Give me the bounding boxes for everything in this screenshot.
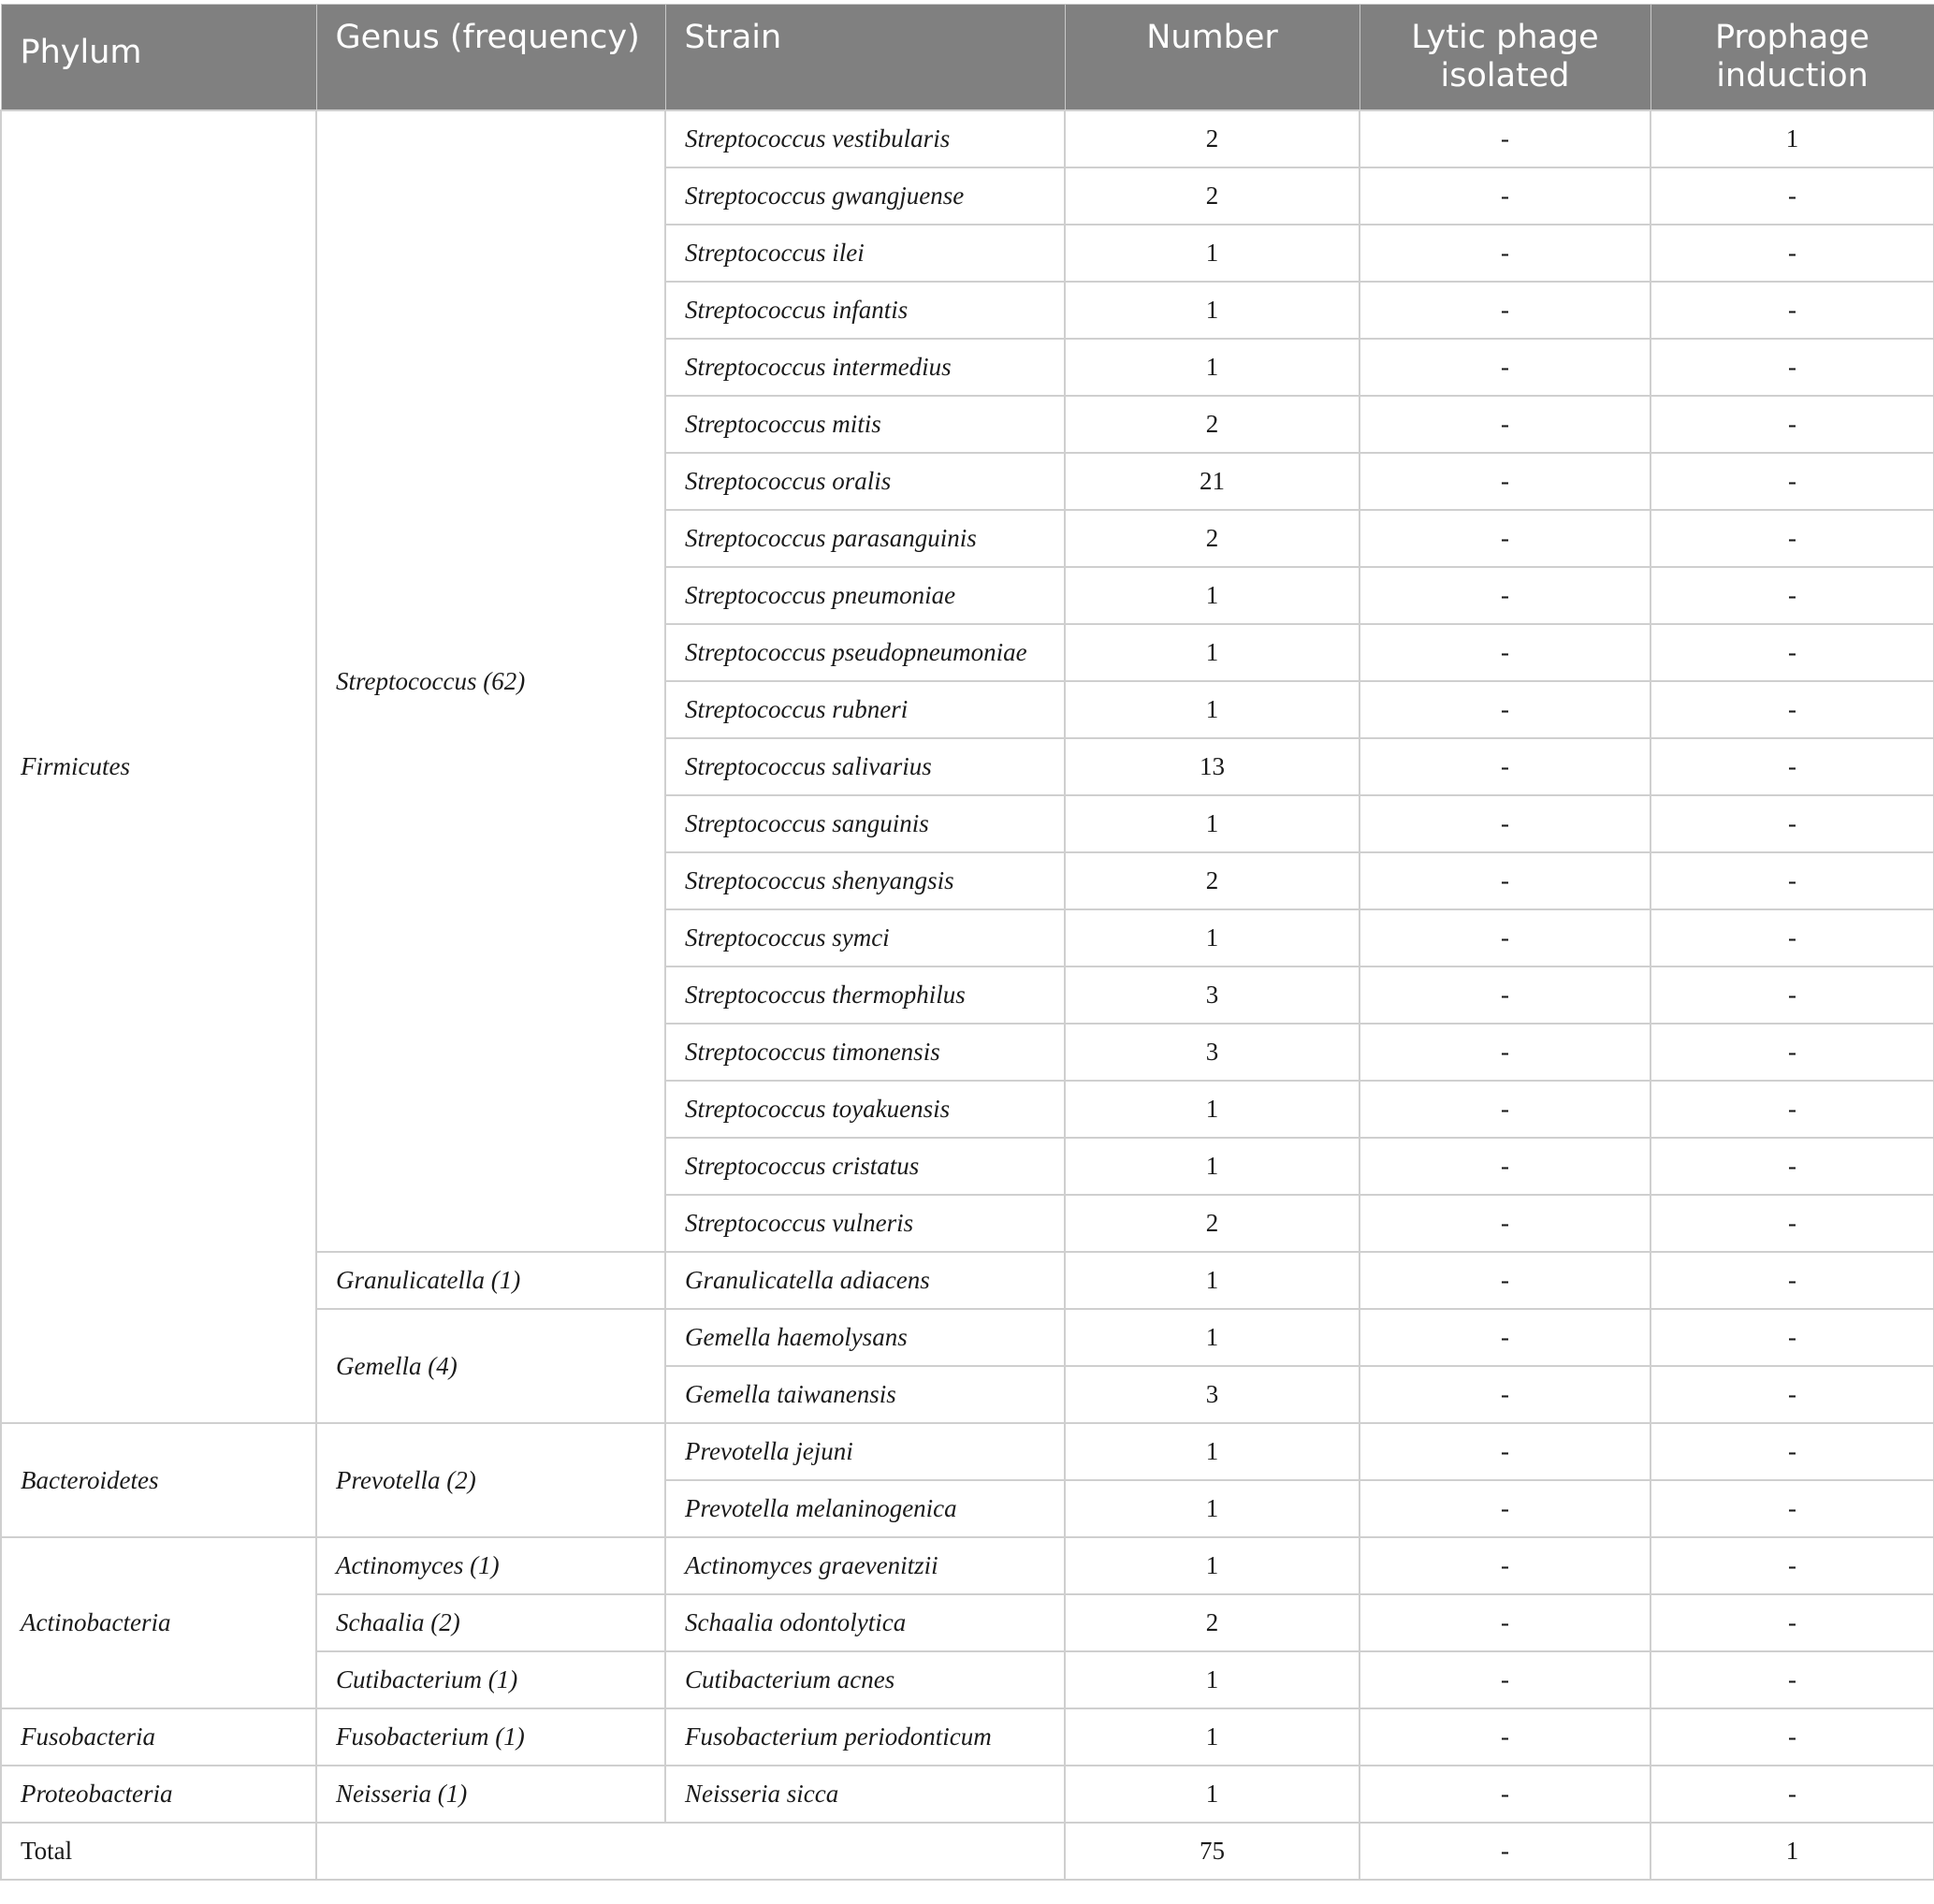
prophage-cell: 1: [1650, 110, 1934, 167]
prophage-cell: -: [1650, 738, 1934, 795]
prophage-cell: -: [1650, 167, 1934, 225]
number-cell: 1: [1065, 225, 1360, 282]
prophage-cell: -: [1650, 453, 1934, 510]
genus-cell: Schaalia (2): [316, 1594, 665, 1651]
header-phylum: Phylum: [1, 5, 316, 111]
number-cell: 21: [1065, 453, 1360, 510]
strain-cell: Streptococcus intermedius: [665, 339, 1065, 396]
number-cell: 1: [1065, 1252, 1360, 1309]
strain-cell: Streptococcus thermophilus: [665, 967, 1065, 1024]
number-cell: 2: [1065, 1195, 1360, 1252]
lytic-cell: -: [1360, 510, 1650, 567]
strain-cell: Granulicatella adiacens: [665, 1252, 1065, 1309]
strain-cell: Streptococcus sanguinis: [665, 795, 1065, 852]
strain-cell: Fusobacterium periodonticum: [665, 1708, 1065, 1766]
total-prophage: 1: [1650, 1823, 1934, 1880]
genus-cell: Actinomyces (1): [316, 1537, 665, 1594]
prophage-cell: -: [1650, 1366, 1934, 1423]
strain-cell: Streptococcus salivarius: [665, 738, 1065, 795]
number-cell: 1: [1065, 909, 1360, 967]
lytic-cell: -: [1360, 1537, 1650, 1594]
prophage-cell: -: [1650, 1594, 1934, 1651]
header-genus: Genus (frequency): [316, 5, 665, 111]
total-row: [1, 1823, 1934, 1880]
prophage-cell: -: [1650, 1195, 1934, 1252]
number-cell: 3: [1065, 1024, 1360, 1081]
number-cell: 1: [1065, 1708, 1360, 1766]
strain-cell: Actinomyces graevenitzii: [665, 1537, 1065, 1594]
strain-cell: Streptococcus symci: [665, 909, 1065, 967]
number-cell: 1: [1065, 282, 1360, 339]
lytic-cell: -: [1360, 1024, 1650, 1081]
number-cell: 1: [1065, 1651, 1360, 1708]
lytic-cell: -: [1360, 1252, 1650, 1309]
lytic-cell: -: [1360, 852, 1650, 909]
genus-cell: Granulicatella (1): [316, 1252, 665, 1309]
genus-cell: Streptococcus (62): [316, 110, 665, 1252]
genus-cell: Prevotella (2): [316, 1423, 665, 1537]
total-label: Total: [1, 1823, 316, 1880]
number-cell: 2: [1065, 510, 1360, 567]
table-row: [1, 1423, 1934, 1480]
genus-cell: Neisseria (1): [316, 1766, 665, 1823]
lytic-cell: -: [1360, 1594, 1650, 1651]
strain-cell: Streptococcus parasanguinis: [665, 510, 1065, 567]
table-row: [1, 1537, 1934, 1594]
phylum-cell: Actinobacteria: [1, 1537, 316, 1708]
prophage-cell: -: [1650, 624, 1934, 681]
total-number: 75: [1065, 1823, 1360, 1880]
strain-cell: Streptococcus mitis: [665, 396, 1065, 453]
lytic-cell: -: [1360, 396, 1650, 453]
genus-cell: Gemella (4): [316, 1309, 665, 1423]
phylum-cell: Bacteroidetes: [1, 1423, 316, 1537]
number-cell: 1: [1065, 681, 1360, 738]
total-blank: [316, 1823, 1065, 1880]
prophage-cell: -: [1650, 567, 1934, 624]
prophage-cell: -: [1650, 1309, 1934, 1366]
prophage-cell: -: [1650, 909, 1934, 967]
lytic-cell: -: [1360, 1309, 1650, 1366]
table-row: [1, 110, 1934, 167]
table-body: [1, 110, 1934, 1880]
number-cell: 3: [1065, 967, 1360, 1024]
prophage-cell: -: [1650, 1708, 1934, 1766]
prophage-cell: -: [1650, 396, 1934, 453]
total-lytic: -: [1360, 1823, 1650, 1880]
number-cell: 2: [1065, 110, 1360, 167]
lytic-cell: -: [1360, 624, 1650, 681]
prophage-cell: -: [1650, 282, 1934, 339]
lytic-cell: -: [1360, 1138, 1650, 1195]
prophage-cell: -: [1650, 1252, 1934, 1309]
prophage-cell: -: [1650, 1024, 1934, 1081]
lytic-cell: -: [1360, 738, 1650, 795]
strain-cell: Prevotella melaninogenica: [665, 1480, 1065, 1537]
prophage-cell: -: [1650, 1766, 1934, 1823]
number-cell: 1: [1065, 339, 1360, 396]
strain-cell: Streptococcus shenyangsis: [665, 852, 1065, 909]
number-cell: 2: [1065, 167, 1360, 225]
strain-cell: Streptococcus rubneri: [665, 681, 1065, 738]
number-cell: 1: [1065, 624, 1360, 681]
strain-cell: Streptococcus vulneris: [665, 1195, 1065, 1252]
header-row: [1, 5, 1934, 111]
lytic-cell: -: [1360, 909, 1650, 967]
lytic-cell: -: [1360, 339, 1650, 396]
genus-cell: Cutibacterium (1): [316, 1651, 665, 1708]
strain-cell: Streptococcus oralis: [665, 453, 1065, 510]
genus-cell: Fusobacterium (1): [316, 1708, 665, 1766]
strain-cell: Streptococcus infantis: [665, 282, 1065, 339]
number-cell: 1: [1065, 1309, 1360, 1366]
lytic-cell: -: [1360, 282, 1650, 339]
strain-cell: Gemella taiwanensis: [665, 1366, 1065, 1423]
prophage-cell: -: [1650, 1423, 1934, 1480]
lytic-cell: -: [1360, 967, 1650, 1024]
prophage-cell: -: [1650, 339, 1934, 396]
number-cell: 1: [1065, 1766, 1360, 1823]
strain-cell: Streptococcus gwangjuense: [665, 167, 1065, 225]
prophage-cell: -: [1650, 852, 1934, 909]
header-strain: Strain: [665, 5, 1065, 111]
phylum-cell: Fusobacteria: [1, 1708, 316, 1766]
strain-table: [0, 4, 1934, 1881]
strain-cell: Streptococcus cristatus: [665, 1138, 1065, 1195]
phylum-cell: Proteobacteria: [1, 1766, 316, 1823]
strain-cell: Streptococcus vestibularis: [665, 110, 1065, 167]
strain-cell: Streptococcus toyakuensis: [665, 1081, 1065, 1138]
table-header: [1, 5, 1934, 111]
strain-cell: Schaalia odontolytica: [665, 1594, 1065, 1651]
prophage-cell: -: [1650, 1081, 1934, 1138]
header-prophage: Prophage induction: [1650, 5, 1934, 111]
header-number: Number: [1065, 5, 1360, 111]
number-cell: 1: [1065, 1423, 1360, 1480]
prophage-cell: -: [1650, 510, 1934, 567]
lytic-cell: -: [1360, 1423, 1650, 1480]
lytic-cell: -: [1360, 681, 1650, 738]
lytic-cell: -: [1360, 110, 1650, 167]
lytic-cell: -: [1360, 225, 1650, 282]
strain-cell: Streptococcus pseudopneumoniae: [665, 624, 1065, 681]
prophage-cell: -: [1650, 967, 1934, 1024]
phylum-cell: Firmicutes: [1, 110, 316, 1423]
prophage-cell: -: [1650, 1138, 1934, 1195]
lytic-cell: -: [1360, 1766, 1650, 1823]
lytic-cell: -: [1360, 795, 1650, 852]
number-cell: 2: [1065, 1594, 1360, 1651]
strain-cell: Streptococcus timonensis: [665, 1024, 1065, 1081]
lytic-cell: -: [1360, 1708, 1650, 1766]
strain-cell: Neisseria sicca: [665, 1766, 1065, 1823]
prophage-cell: -: [1650, 795, 1934, 852]
prophage-cell: -: [1650, 225, 1934, 282]
lytic-cell: -: [1360, 1081, 1650, 1138]
strain-cell: Streptococcus ilei: [665, 225, 1065, 282]
number-cell: 2: [1065, 852, 1360, 909]
lytic-cell: -: [1360, 567, 1650, 624]
lytic-cell: -: [1360, 1195, 1650, 1252]
lytic-cell: -: [1360, 1651, 1650, 1708]
table-row: [1, 1766, 1934, 1823]
prophage-cell: -: [1650, 1537, 1934, 1594]
strain-cell: Prevotella jejuni: [665, 1423, 1065, 1480]
table-row: [1, 1708, 1934, 1766]
number-cell: 13: [1065, 738, 1360, 795]
strain-cell: Streptococcus pneumoniae: [665, 567, 1065, 624]
header-lytic: Lytic phage isolated: [1360, 5, 1650, 111]
number-cell: 1: [1065, 1480, 1360, 1537]
prophage-cell: -: [1650, 1651, 1934, 1708]
number-cell: 1: [1065, 567, 1360, 624]
lytic-cell: -: [1360, 1366, 1650, 1423]
prophage-cell: -: [1650, 1480, 1934, 1537]
number-cell: 1: [1065, 1081, 1360, 1138]
number-cell: 2: [1065, 396, 1360, 453]
lytic-cell: -: [1360, 1480, 1650, 1537]
strain-cell: Gemella haemolysans: [665, 1309, 1065, 1366]
lytic-cell: -: [1360, 453, 1650, 510]
prophage-cell: -: [1650, 681, 1934, 738]
number-cell: 1: [1065, 795, 1360, 852]
number-cell: 1: [1065, 1138, 1360, 1195]
number-cell: 3: [1065, 1366, 1360, 1423]
lytic-cell: -: [1360, 167, 1650, 225]
strain-cell: Cutibacterium acnes: [665, 1651, 1065, 1708]
number-cell: 1: [1065, 1537, 1360, 1594]
